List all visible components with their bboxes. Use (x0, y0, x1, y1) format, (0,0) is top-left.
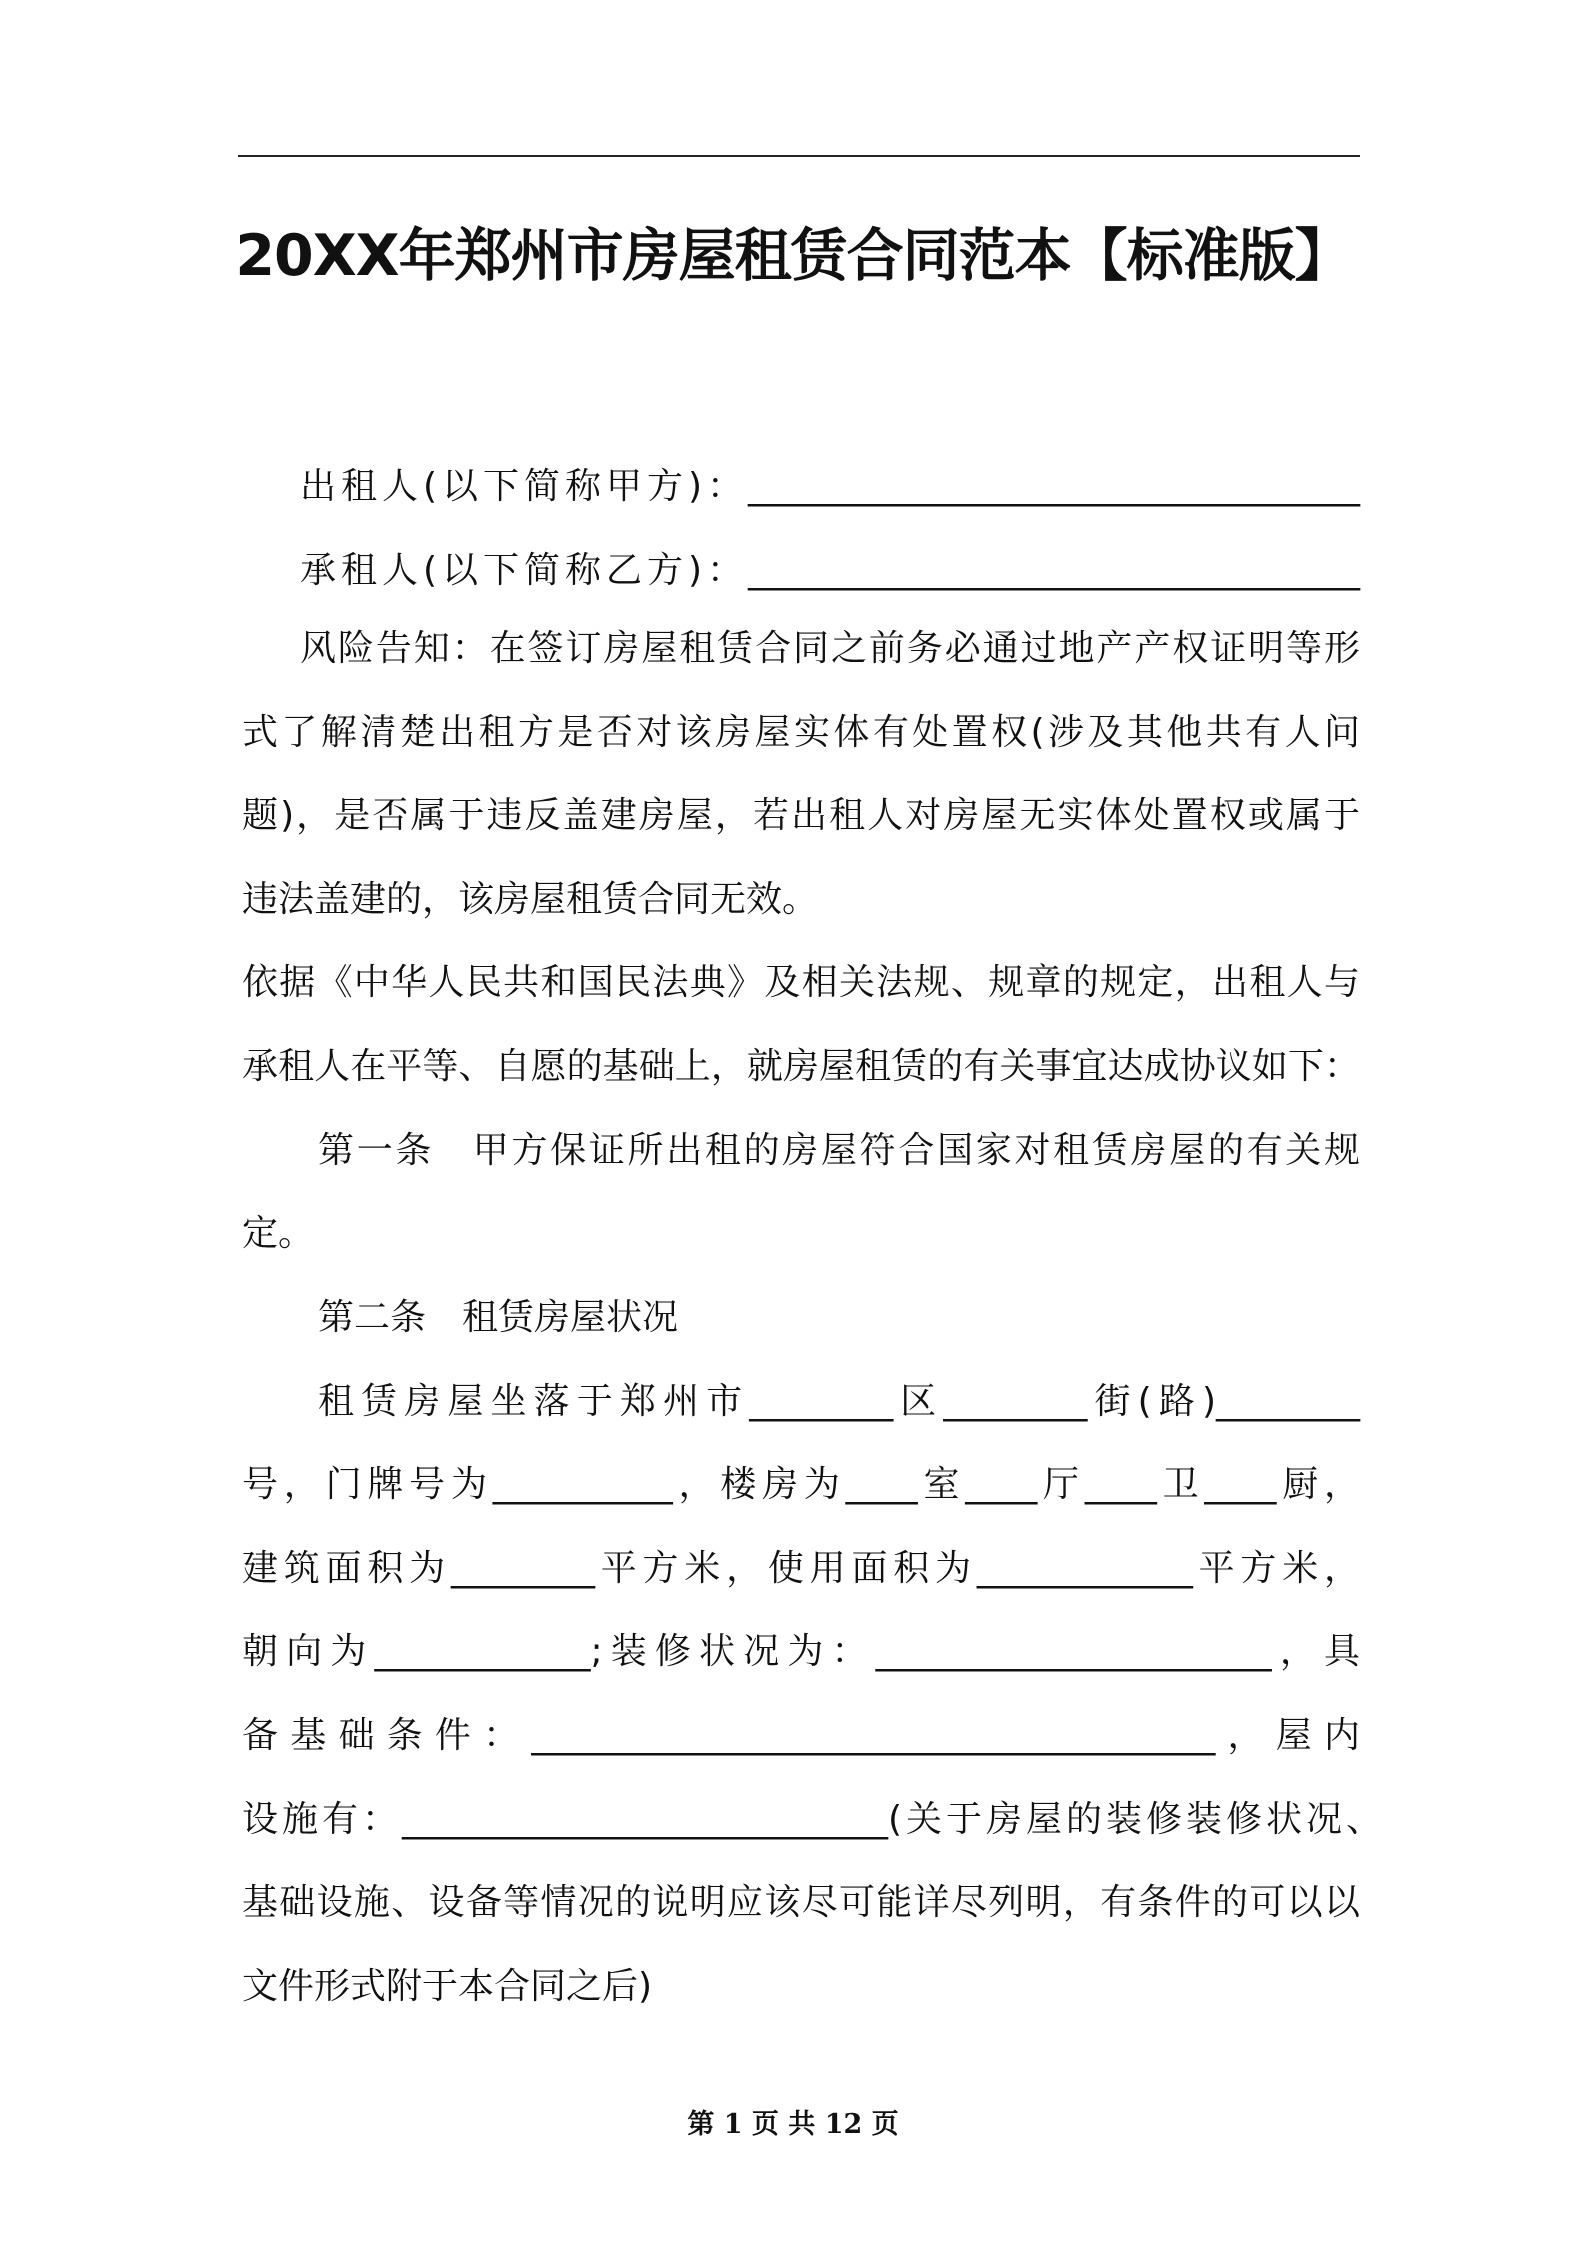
header-rule (238, 155, 1360, 157)
risk-notice-line: 风险告知：在签订房屋租赁合同之前务必通过地产产权证明等形 (300, 628, 1360, 669)
lessee-field-line: 承租人(以下简称乙方)：__________________________________ (300, 550, 1360, 591)
property-status-line: 备基础条件：______________________________________，屋内 (242, 1715, 1360, 1756)
property-status-line: 号，门牌号为__________，楼房为____室____厅____卫____厨， (242, 1464, 1360, 1505)
article-2-heading: 第二条 租赁房屋状况 (318, 1297, 679, 1338)
property-status-line: 文件形式附于本合同之后) (242, 1966, 653, 2007)
article-1-line: 定。 (242, 1213, 315, 1254)
property-status-line: 基础设施、设备等情况的说明应该尽可能详尽列明，有条件的可以以 (242, 1882, 1360, 1923)
property-status-line: 租赁房屋坐落于郑州市________区________街(路)________ (318, 1381, 1360, 1422)
property-status-line: 朝向为____________;装修状况为：______________________，具 (242, 1631, 1360, 1672)
risk-notice-line: 式了解清楚出租方是否对该房屋实体有处置权(涉及其他共有人问 (242, 712, 1360, 753)
property-status-line: 建筑面积为________平方米，使用面积为____________平方米， (242, 1548, 1360, 1589)
property-status-line: 设施有：___________________________(关于房屋的装修装修状况、 (242, 1799, 1382, 1840)
article-1-line: 第一条 甲方保证所出租的房屋符合国家对租赁房屋的有关规 (318, 1130, 1360, 1171)
basis-line: 承租人在平等、自愿的基础上，就房屋租赁的有关事宜达成协议如下： (242, 1046, 1360, 1087)
page-number: 第 1 页 共 12 页 (687, 2109, 899, 2140)
lessor-field-line: 出租人(以下简称甲方)：__________________________________ (300, 466, 1360, 507)
basis-line: 依据《中华人民共和国民法典》及相关法规、规章的规定，出租人与 (242, 962, 1360, 1003)
risk-notice-line: 题)，是否属于违反盖建房屋，若出租人对房屋无实体处置权或属于 (242, 795, 1360, 836)
document-title: 20XX年郑州市房屋租赁合同范本【标准版】 (235, 223, 1351, 289)
risk-notice-line: 违法盖建的，该房屋租赁合同无效。 (242, 879, 819, 920)
